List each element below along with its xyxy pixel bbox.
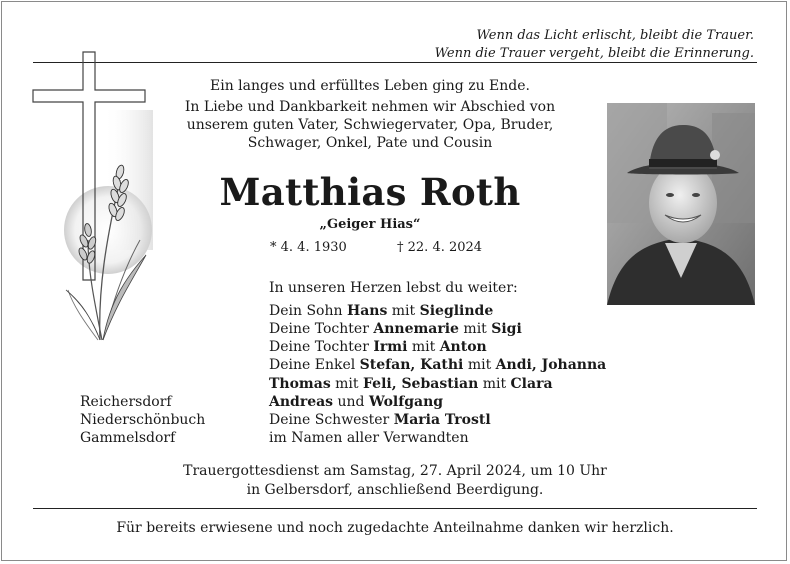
survivor-line (269, 375, 606, 393)
intro-line-4: Schwager, Onkel, Pate und Cousin (247, 135, 493, 151)
epigraph-line-2: Wenn die Trauer vergeht, bleibt die Erinnerung. (434, 46, 754, 61)
service-line-1: Trauergottesdienst am Samstag, 27. April 2024, um 10 Uhr (183, 463, 607, 479)
bottom-rule (33, 508, 757, 509)
survivors-heading: In unseren Herzen lebst du weiter: (269, 280, 518, 296)
relative-name: Stefan, Kathi (359, 357, 464, 374)
survivor-line (269, 411, 606, 429)
connector-text: und (333, 393, 369, 410)
survivor-line (269, 356, 606, 374)
relative-name: Annemarie (373, 321, 459, 337)
connector-text: mit (458, 321, 492, 337)
intro-line-3: unserem guten Vater, Schwiegervater, Opa, Bruder, (186, 117, 554, 133)
place-name: Reichersdorf (80, 394, 172, 410)
birth-date: * 4. 4. 1930 (270, 240, 347, 255)
deceased-name: Matthias Roth (219, 170, 521, 214)
epigraph (435, 27, 754, 63)
relation-text: Dein Sohn (269, 302, 347, 319)
intro-line-2: In Liebe und Dankbarkeit nehmen wir Abschied von (184, 99, 556, 115)
intro-text (150, 98, 590, 152)
relative-name: Clara (510, 375, 553, 392)
thanks-note: Für bereits erwiesene und noch zugedachte Anteilnahme danken wir herzlich. (116, 520, 674, 536)
connector-text: mit (387, 302, 420, 319)
relation-text: Deine Enkel (269, 357, 360, 374)
service-line-2: in Gelbersdorf, anschließend Beerdigung. (246, 482, 544, 498)
place-name: Niederschönbuch (80, 412, 206, 429)
relative-name: Hans (346, 302, 388, 319)
relation-text: Deine Schwester (269, 412, 394, 429)
connector-text: mit (330, 375, 363, 392)
survivor-line (269, 393, 606, 411)
connector-text: mit (407, 339, 440, 356)
epigraph-line-1: Wenn das Licht erlischt, bleibt die Trauer. (476, 28, 754, 43)
relative-name: Feli, Sebastian (362, 375, 479, 392)
survivors-list (269, 279, 606, 447)
relative-name: Sieglinde (419, 302, 494, 319)
relative-name: Andi, Johanna (495, 357, 607, 374)
portrait-photo (607, 103, 755, 305)
death-date: † 22. 4. 2024 (397, 240, 483, 255)
relative-name: Thomas (269, 375, 331, 392)
deceased-nickname: „Geiger Hias“ (319, 217, 421, 232)
relative-name: Wolfgang (368, 393, 444, 410)
connector-text: mit (478, 375, 511, 392)
relation-text: Deine Tochter (269, 321, 374, 337)
cross-with-wheat-icon (28, 50, 158, 350)
survivor-line: im Namen aller Verwandten (269, 430, 469, 447)
connector-text: mit (463, 357, 496, 374)
survivor-line (269, 320, 606, 338)
relation-text: Deine Tochter (269, 339, 374, 356)
relative-name: Maria Trostl (393, 412, 491, 429)
places-list (80, 393, 205, 448)
relative-name: Andreas (269, 393, 334, 410)
survivor-line (269, 302, 606, 320)
place-name: Gammelsdorf (80, 430, 176, 447)
survivor-line (269, 338, 606, 356)
relative-name: Anton (439, 339, 487, 356)
relative-name: Irmi (373, 339, 408, 356)
intro-line-1: Ein langes und erfülltes Leben ging zu Ende. (210, 78, 530, 94)
funeral-service-info (95, 462, 695, 500)
relative-name: Sigi (491, 321, 522, 337)
